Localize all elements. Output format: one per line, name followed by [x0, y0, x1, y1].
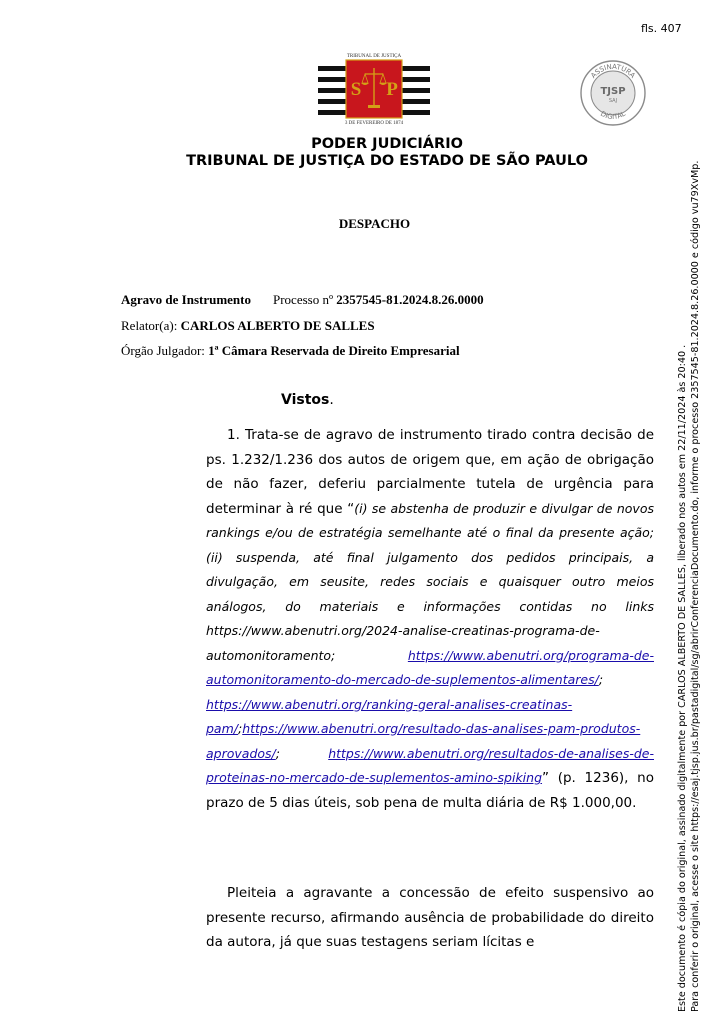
stamp-sub: SAJ — [608, 98, 618, 104]
link-ranking-geral[interactable]: https://www.abenutri.org/ranking-geral-analises-creatinas-pam/ — [206, 696, 573, 736]
page-number: fls. 407 — [641, 22, 682, 35]
meta-organ — [121, 343, 460, 359]
stamp-center: TJSP — [600, 86, 626, 97]
side-note-line-1: Este documento é cópia do original, assinado digitalmente por CARLOS ALBERTO DE SALLES, liberado nos autos em 22/11/2024 às 20:40 . — [677, 344, 688, 1012]
header-line-2: TRIBUNAL DE JUSTIÇA DO ESTADO DE SÃO PAULO — [186, 153, 588, 169]
link-resultado-pam[interactable]: https://www.abenutri.org/resultado-das-analises-pam-produtos-aprovados/ — [206, 721, 641, 761]
vistos-punct: . — [329, 392, 334, 408]
rapporteur-label: Relator(a): — [121, 318, 178, 333]
court-crest-logo — [318, 50, 430, 125]
crest-top-text: TRIBUNAL DE JUSTIÇA — [346, 54, 402, 59]
link-programa-automonitoramento[interactable]: https://www.abenutri.org/programa-de-automonitoramento-do-mercado-de-suplementos-alimentares/ — [206, 647, 654, 687]
p1-sep3: ; — [275, 745, 329, 761]
paragraph-2 — [206, 881, 654, 955]
p1-tail: ” (p. 1236), no prazo de 5 dias úteis, sob pena de multa diária de R$ 1.000,00. — [206, 770, 654, 811]
side-note-line-2: Para conferir o original, acesse o site https://esaj.tjsp.jus.br/pastadigital/sg/abrirConferenciaDocumento.do, informe o processo 2357545-81.2024.8.26.0000 e código vu79XvMp. — [690, 160, 701, 1012]
vistos-heading — [281, 392, 334, 408]
process-label: Processo nº — [273, 292, 333, 307]
organ-name: 1ª Câmara Reservada de Direito Empresarial — [208, 343, 460, 358]
p1-quote — [206, 501, 654, 786]
type-label: Agravo de Instrumento — [121, 292, 251, 307]
organ-label: Órgão Julgador: — [121, 343, 205, 358]
link-resultados-proteinas[interactable]: https://www.abenutri.org/resultados-de-analises-de-proteinas-no-mercado-de-suplementos-amino-spiking — [206, 745, 654, 785]
vistos-word: Vistos — [281, 392, 330, 408]
paragraph-1 — [206, 423, 654, 815]
process-number: 2357545-81.2024.8.26.0000 — [336, 292, 484, 307]
meta-rapporteur — [121, 318, 375, 334]
stamp-arc-bottom: DIGITAL — [599, 109, 627, 122]
p1-quote-plain: (i) se abstenha de produzir e divulgar de novos rankings e/ou de estratégia semelhante até o final da presente ação; (ii) suspenda, até final julgamento dos pedidos principais, a divulgação, em seusite, redes sociais e quaisquer outro meios análogos, do materiais e informações contidas no links https://www.abenutri.org/2024-analise-creatinas-programa-de-automonitoramento; — [206, 500, 654, 663]
document-title: DESPACHO — [338, 216, 411, 231]
rapporteur-name: CARLOS ALBERTO DE SALLES — [180, 318, 375, 333]
meta-type-process — [121, 292, 484, 308]
digital-signature-stamp — [579, 59, 647, 127]
p2-text: Pleiteia a agravante a concessão de efeito suspensivo ao presente recurso, afirmando ausência de probabilidade do direito da autora, já que suas testagens seriam lícitas e — [206, 885, 654, 950]
crest-letter-p: P — [386, 79, 398, 100]
p1-sep2: ; — [237, 721, 243, 736]
crest-letter-s: S — [350, 79, 362, 100]
p1-sep1: ; — [598, 672, 604, 687]
crest-bottom-text: 3 DE FEVEREIRO DE 1874 — [344, 121, 404, 125]
side-verification-note — [676, 12, 702, 1012]
stamp-arc-top: ASSINATURA — [589, 62, 637, 80]
header-line-1: PODER JUDICIÁRIO — [311, 136, 463, 152]
p1-lead: 1. Trata-se de agravo de instrumento tirado contra decisão de ps. 1.232/1.236 dos autos de origem que, em ação de obrigação de não fazer, deferiu parcialmente tutela de urgência para determinar à ré que “ — [206, 427, 654, 517]
